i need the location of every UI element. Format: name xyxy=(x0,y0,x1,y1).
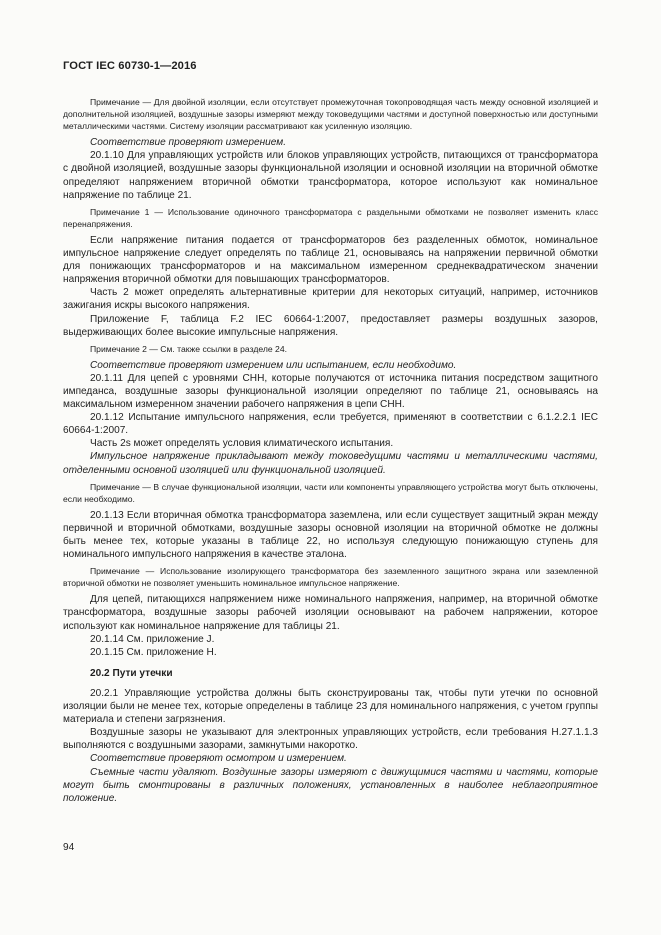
note: Примечание — В случае функциональной изоляции, части или компоненты управляющего устройства могут быть отключены, если необходимо. xyxy=(63,481,598,504)
clause-20-1-13: 20.1.13 Если вторичная обмотка трансформатора заземлена, или если существует защитный экран между первичной и вторичной обмотками, воздушные зазоры основной изоляции на вторичной обмотке не должны быть менее тех, которые указаны в таблице 22, но используя следующую понижающую ступень для номинального импульсного напряжения в качестве эталона. xyxy=(63,509,598,561)
page-header: ГОСТ IEC 60730-1—2016 xyxy=(63,60,197,72)
clause-20-2-1: 20.2.1 Управляющие устройства должны быть сконструированы так, чтобы пути утечки по основной изоляции были не менее тех, которые определены в таблице 23 для номинального напряжения, с учетом группы материала и степени загрязнения. xyxy=(63,687,598,726)
compliance-text: Соответствие проверяют измерением или испытанием, если необходимо. xyxy=(90,359,457,371)
compliance-text: Соответствие проверяют измерением. xyxy=(90,137,287,149)
page-number: 94 xyxy=(63,842,75,853)
paragraph: Для цепей, питающихся напряжением ниже номинального напряжения, например, на вторичной обмотке трансформатора, воздушные зазоры рабочей изоляции основывают на рабочем напряжении, которое используют как номинальное напряжение для таблицы 21. xyxy=(63,594,598,632)
note: Примечание — Для двойной изоляции, если отсутствует промежуточная токопроводящая часть между основной изоляцией и дополнительной изоляцией, воздушные зазоры измеряют между токоведущими частями и доступной поверхностью или доступными металлическими частями. Систему изоляции рассматривают как усиленную изоляцию. xyxy=(63,97,598,132)
test-instruction: Импульсное напряжение прикладывают между токоведущими частями и металлическими частями, отделенными основной изоляцией или функциональной изоляцией. xyxy=(63,451,598,476)
clause-20-1-11: 20.1.11 Для цепей с уровнями СНН, которые получаются от источника питания посредством защитного импеданса, воздушные зазоры функциональной изоляции определяют по таблице 21, основываясь на максимальном измеренном значении рабочего напряжения в цепи СНН. xyxy=(63,372,598,411)
paragraph: Часть 2 может определять альтернативные критерии для некоторых ситуаций, например, источников зажигания искры высокого напряжения. xyxy=(63,287,598,312)
clause-20-1-14: 20.1.14 См. приложение J. xyxy=(90,633,215,645)
paragraph: Часть 2s может определять условия климатического испытания. xyxy=(90,438,394,450)
section-heading: 20.2 Пути утечки xyxy=(90,667,173,679)
paragraph: Приложение F, таблица F.2 IEC 60664-1:2007, предоставляет размеры воздушных зазоров, выдерживающих более высокие импульсные напряжения. xyxy=(63,313,598,338)
paragraph: Если напряжение питания подается от трансформаторов без разделенных обмоток, номинальное импульсное напряжение следует определять по таблице 21, основываясь на напряжении первичной обмотки для понижающих трансформаторов и на максимальном измеренном среднеквадратическом значении напряжения вторичной обмотки для повышающих трансформаторов. xyxy=(63,234,598,286)
clause-20-1-12: 20.1.12 Испытание импульсного напряжения, если требуется, применяют в соответствии с 6.1.2.2.1 IEC 60664-1:2007. xyxy=(63,412,598,437)
clause-20-1-15: 20.1.15 См. приложение H. xyxy=(90,646,217,658)
paragraph: Воздушные зазоры не указывают для электронных управляющих устройств, если требования Н.27.1.1.3 выполняются с воздушными зазорами, замкнутыми накоротко. xyxy=(63,727,598,752)
clause-20-1-10: 20.1.10 Для управляющих устройств или блоков управляющих устройств, питающихся от трансформатора с двойной изоляцией, воздушные зазоры функциональной изоляции и основной изоляции на вторичной обмотке определяют напряжением вторичной обмотки трансформатора, которое используют как номинальное напряжение по таблице 21. xyxy=(63,150,598,201)
compliance-text: Соответствие проверяют осмотром и измерением. xyxy=(90,753,347,765)
note: Примечание — Использование изолирующего трансформатора без заземленного защитного экрана или заземленной вторичной обмотки не позволяет уменьшить номинальное импульсное напряжение. xyxy=(63,566,598,589)
test-instruction: Съемные части удаляют. Воздушные зазоры измеряют с движущимися частями и частями, которые могут быть смонтированы в различных положениях, установленных в наиболее неблагоприятное положение. xyxy=(63,766,598,804)
note-2: Примечание 2 — См. также ссылки в разделе 24. xyxy=(90,343,287,354)
note-1: Примечание 1 — Использование одиночного трансформатора с раздельными обмотками не позволяет изменить класс перенапряжения. xyxy=(63,206,598,229)
document-body xyxy=(63,92,598,805)
